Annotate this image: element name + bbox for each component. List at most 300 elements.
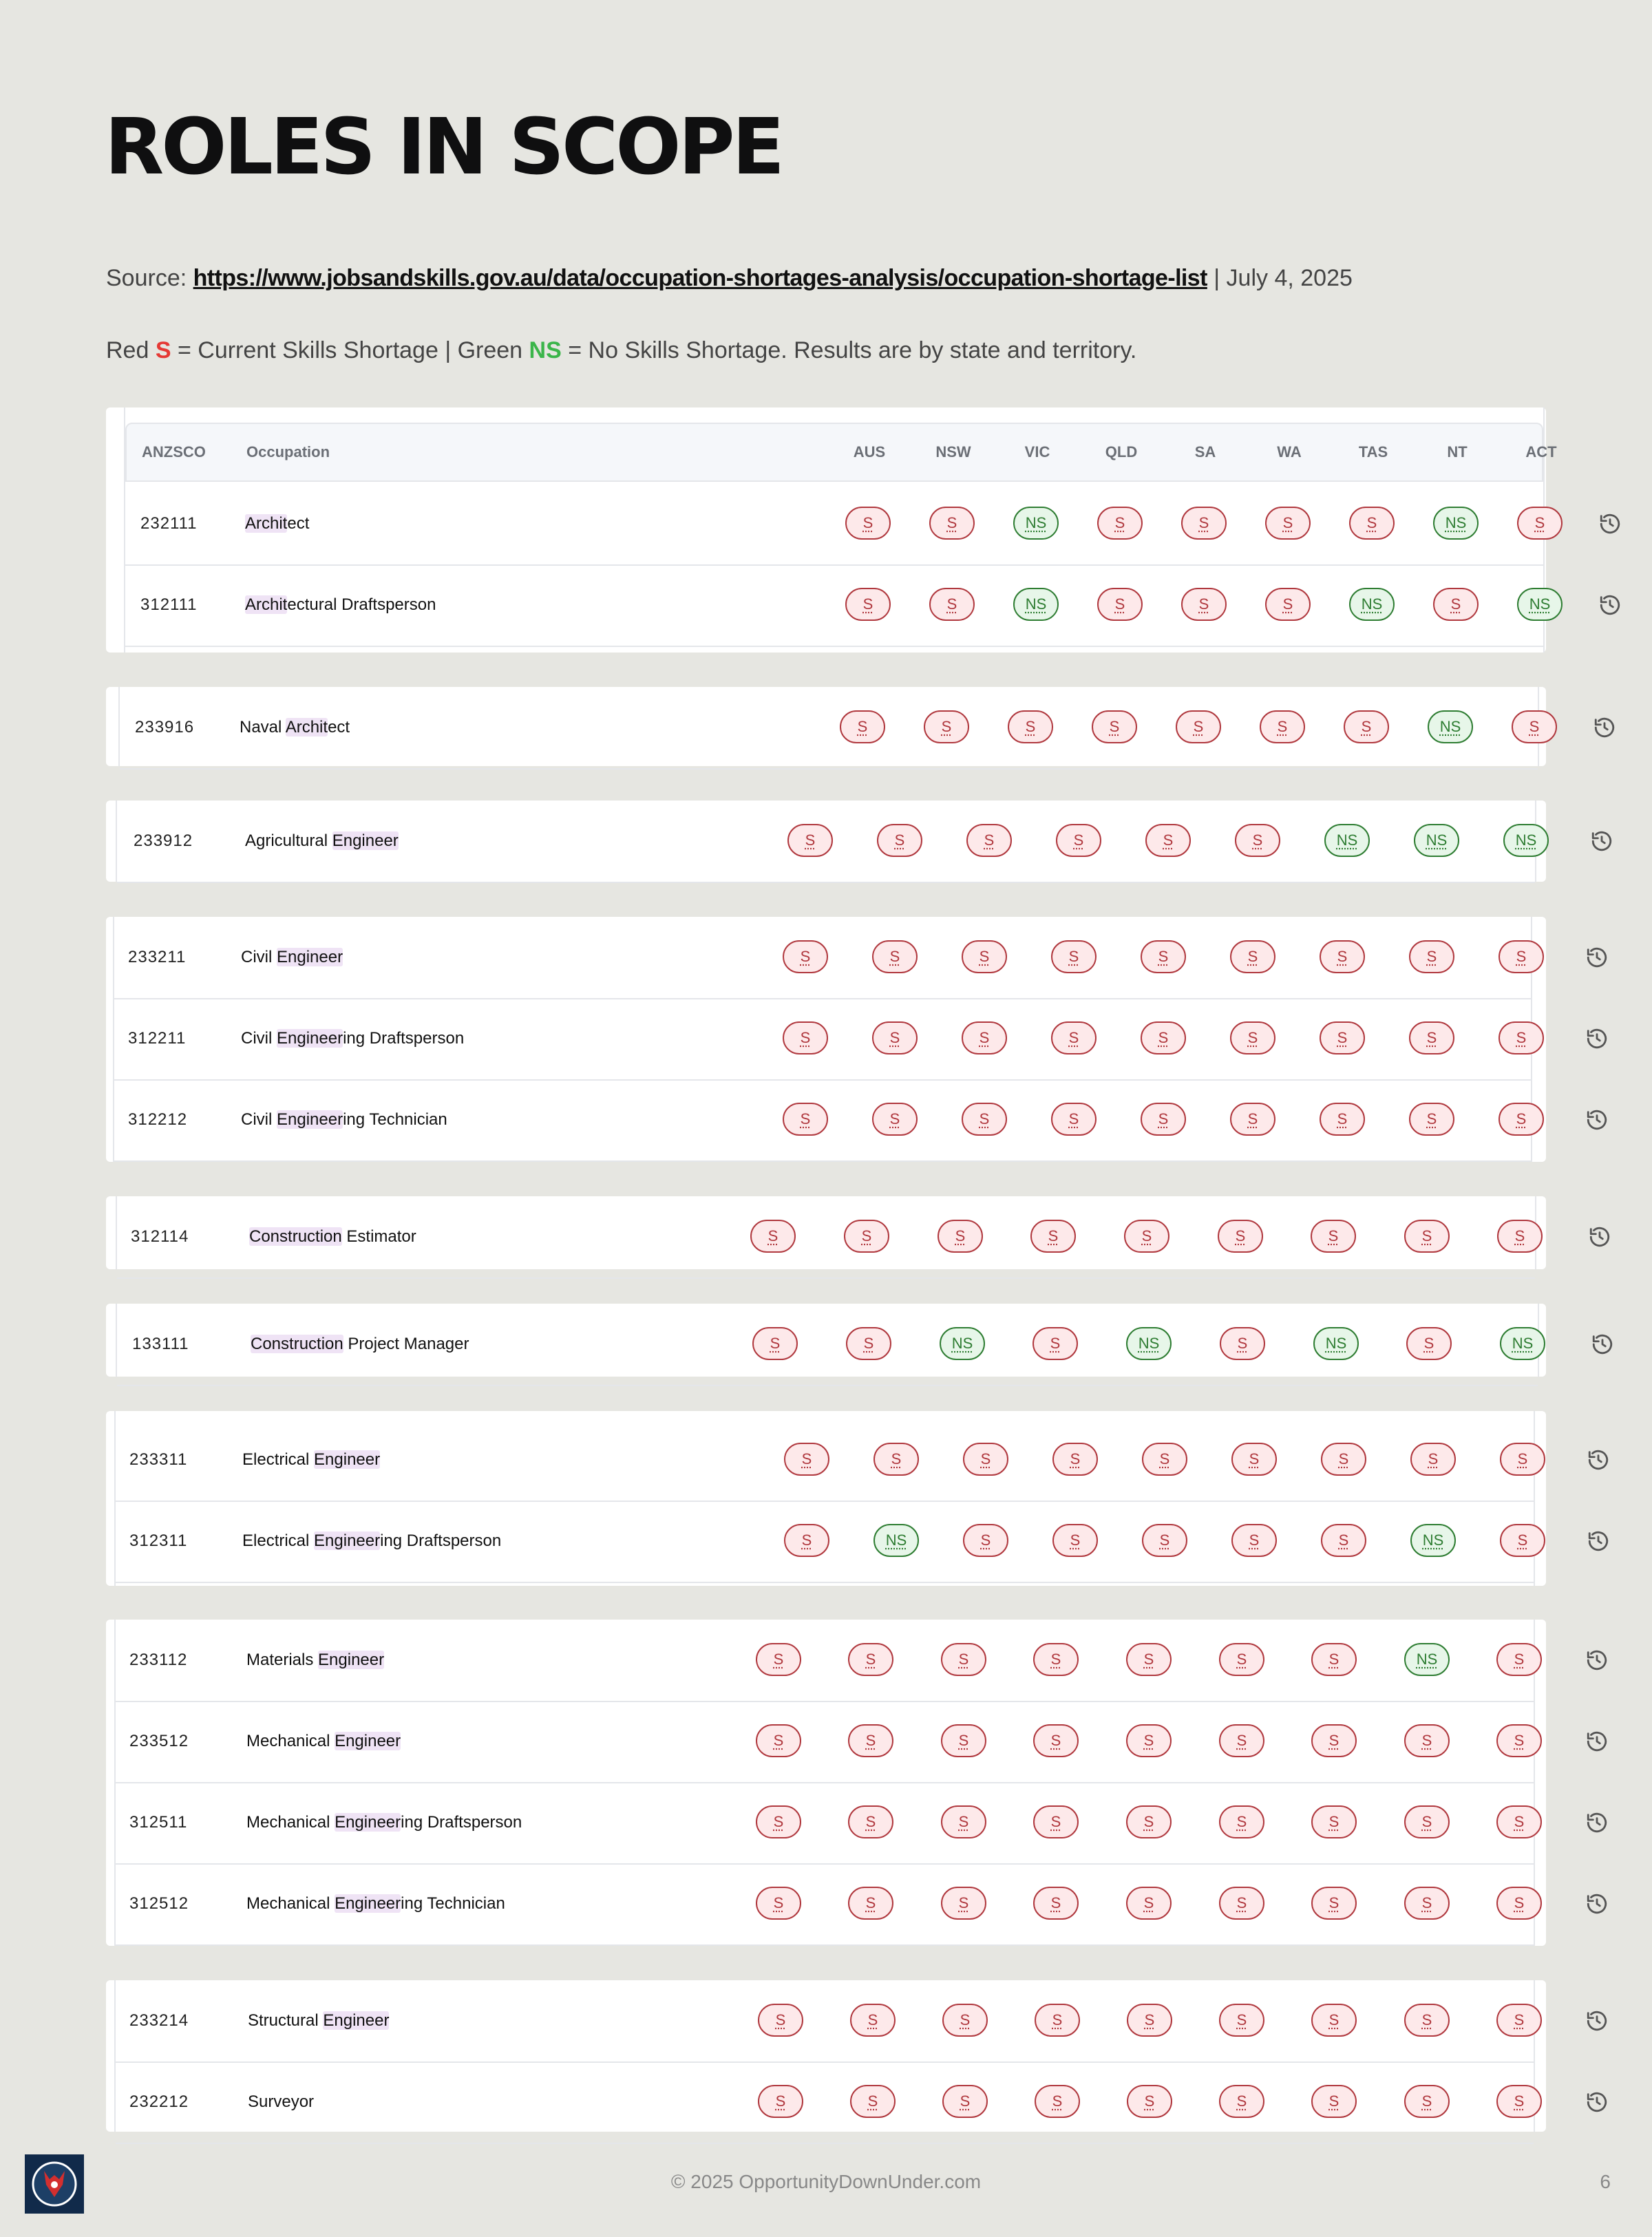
status-code: S: [1514, 2092, 1525, 2110]
status-badge-wa: [1231, 1443, 1277, 1476]
status-code: S: [801, 1531, 812, 1549]
source-date: | July 4, 2025: [1214, 265, 1353, 291]
anzsco-code: 233512: [129, 1732, 189, 1750]
status-code: S: [979, 1110, 990, 1127]
occupation-text: Electrical: [242, 1450, 315, 1469]
status-badge-act: [1500, 1524, 1545, 1557]
status-code: S: [946, 595, 957, 613]
status-code: S: [1052, 2092, 1063, 2110]
history-icon[interactable]: [1590, 829, 1613, 853]
status-code: S: [889, 1110, 900, 1127]
occupation-text: Project Manager: [343, 1335, 469, 1353]
history-icon[interactable]: [1598, 593, 1622, 617]
table-frame: [124, 407, 1557, 653]
status-badge-act: [1512, 710, 1557, 743]
table-group: [106, 1196, 1546, 1269]
status-badge-aus: [758, 2004, 803, 2037]
status-code: S: [1050, 1813, 1061, 1830]
status-code: S: [1247, 1029, 1258, 1046]
status-code: S: [773, 1732, 784, 1749]
status-badge-tas: [1320, 940, 1365, 973]
status-code: S: [979, 1029, 990, 1046]
table-frame: [114, 1980, 1535, 2132]
status-badge-nsw: [850, 2085, 896, 2118]
status-badge-tas: [1321, 1443, 1366, 1476]
status-code: S: [1163, 831, 1174, 849]
status-badge-wa: [1220, 1327, 1265, 1360]
status-code: S: [1534, 514, 1545, 531]
status-code: S: [1198, 514, 1209, 531]
status-badge-act: [1496, 2004, 1542, 2037]
footer-copyright: © 2025 OpportunityDownUnder.com: [670, 2171, 982, 2192]
status-badge-tas: [1324, 824, 1370, 857]
legend-s-text: = Current Skills Shortage | Green: [177, 337, 523, 363]
status-badge-act: [1517, 507, 1563, 540]
table-frame: [114, 1620, 1535, 1946]
status-code: S: [1070, 1531, 1081, 1549]
status-badge-aus: [784, 1443, 829, 1476]
table-row: [116, 1980, 1534, 2063]
status-badge-tas: [1349, 588, 1395, 621]
occupation-name: [242, 1419, 380, 1501]
header-anzsco: ANZSCO: [142, 443, 206, 460]
status-code: S: [1328, 1813, 1339, 1830]
status-badge-tas: [1311, 1805, 1357, 1838]
occupation-text: Mechanical: [246, 1813, 335, 1832]
status-badge-qld: [1052, 1524, 1098, 1557]
history-icon[interactable]: [1588, 1225, 1611, 1249]
table-row: [117, 1304, 1538, 1386]
status-badge-sa: [1176, 710, 1221, 743]
history-icon[interactable]: [1585, 946, 1609, 969]
search-highlight: Engineer: [335, 1894, 401, 1913]
status-code: S: [891, 1450, 902, 1467]
status-badge-sa: [1145, 824, 1191, 857]
status-badge-act: [1500, 1327, 1545, 1360]
status-badge-act: [1496, 2085, 1542, 2118]
occupation-text: ing Draftsperson: [401, 1813, 522, 1832]
status-badge-act: [1517, 588, 1563, 621]
status-badge-act: [1503, 824, 1549, 857]
status-code: S: [1450, 595, 1461, 613]
status-code: S: [1236, 1813, 1247, 1830]
status-badge-qld: [1033, 1805, 1079, 1838]
table-frame: [118, 687, 1539, 766]
status-badge-aus: [783, 1021, 828, 1054]
status-code: S: [1198, 595, 1209, 613]
header-nt: NT: [1447, 443, 1468, 460]
status-badge-vic: [962, 1103, 1007, 1136]
header-vic: VIC: [1024, 443, 1050, 460]
status-badge-wa: [1235, 824, 1280, 857]
status-code: S: [1421, 1813, 1432, 1830]
status-badge-sa: [1141, 1103, 1186, 1136]
status-badge-nsw: [924, 710, 969, 743]
table-row: [125, 564, 1551, 647]
status-badge-nt: [1404, 1805, 1450, 1838]
history-icon[interactable]: [1598, 512, 1622, 536]
history-icon[interactable]: [1591, 1333, 1614, 1356]
status-code: NS: [1445, 514, 1467, 531]
status-code: S: [865, 1732, 876, 1749]
status-code: S: [1517, 1450, 1528, 1467]
table-row: [116, 1620, 1534, 1702]
search-highlight: Engineer: [314, 1531, 381, 1550]
status-code: S: [1428, 1450, 1439, 1467]
status-badge-nt: [1404, 2004, 1450, 2037]
status-code: S: [1516, 1110, 1527, 1127]
table-group: [106, 1411, 1546, 1586]
status-code: NS: [885, 1531, 907, 1549]
source-label: Source:: [106, 265, 187, 291]
anzsco-code: 312114: [131, 1227, 189, 1246]
status-badge-tas: [1311, 2004, 1357, 2037]
status-badge-aus: [784, 1524, 829, 1557]
status-code: S: [1070, 1450, 1081, 1467]
status-badge-vic: [963, 1443, 1008, 1476]
status-badge-nsw: [848, 1805, 893, 1838]
history-icon[interactable]: [1587, 1448, 1610, 1472]
status-badge-act: [1500, 1443, 1545, 1476]
status-code: S: [1282, 514, 1293, 531]
status-badge-tas: [1311, 1643, 1357, 1676]
status-badge-tas: [1321, 1524, 1366, 1557]
status-code: S: [1050, 1651, 1061, 1668]
search-highlight: Engineer: [277, 948, 343, 966]
status-code: S: [1143, 1651, 1154, 1668]
status-code: S: [1068, 1110, 1079, 1127]
status-code: NS: [1426, 831, 1448, 849]
table-row: [116, 1701, 1534, 1783]
status-badge-tas: [1320, 1103, 1365, 1136]
status-code: S: [1514, 1894, 1525, 1911]
status-code: S: [1328, 2092, 1339, 2110]
search-highlight: Engineer: [277, 1029, 343, 1048]
status-code: S: [1514, 1732, 1525, 1749]
status-badge-aus: [750, 1220, 796, 1253]
occupation-text: Electrical: [242, 1531, 315, 1550]
status-badge-vic: [962, 1021, 1007, 1054]
occupation-text: Civil: [241, 948, 277, 966]
status-code: S: [1338, 1531, 1349, 1549]
occupation-text: Naval: [240, 718, 286, 736]
status-badge-nt: [1404, 2085, 1450, 2118]
status-code: S: [1249, 1531, 1260, 1549]
status-badge-act: [1496, 1724, 1542, 1757]
history-icon[interactable]: [1585, 1730, 1609, 1753]
search-highlight: Engineer: [335, 1813, 401, 1832]
table-group: [106, 917, 1546, 1162]
table-row: [116, 1782, 1534, 1865]
history-icon[interactable]: [1585, 1811, 1609, 1834]
status-badge-nsw: [872, 1103, 918, 1136]
status-code: S: [1421, 1732, 1432, 1749]
status-badge-vic: [966, 824, 1012, 857]
status-code: S: [1337, 948, 1348, 965]
status-code: S: [1109, 718, 1120, 735]
status-code: NS: [1361, 595, 1383, 613]
status-badge-nsw: [850, 2004, 896, 2037]
status-badge-wa: [1219, 1805, 1264, 1838]
occupation-name: [246, 1620, 384, 1701]
status-badge-act: [1496, 1643, 1542, 1676]
status-badge-aus: [845, 507, 891, 540]
status-code: NS: [1138, 1335, 1160, 1352]
anzsco-code: 312512: [129, 1894, 189, 1913]
header-occupation: Occupation: [246, 443, 330, 460]
status-badge-vic: [942, 2085, 988, 2118]
status-code: S: [805, 831, 816, 849]
status-badge-sa: [1127, 2004, 1172, 2037]
status-badge-nt: [1428, 710, 1473, 743]
status-code: S: [800, 1029, 811, 1046]
status-badge-aus: [840, 710, 885, 743]
status-badge-nsw: [929, 588, 975, 621]
status-code: S: [1237, 1335, 1248, 1352]
status-badge-sa: [1141, 940, 1186, 973]
header-wa: WA: [1277, 443, 1302, 460]
status-code: S: [979, 948, 990, 965]
status-code: S: [770, 1335, 781, 1352]
occupation-name: [246, 1782, 522, 1863]
status-code: S: [775, 2011, 786, 2028]
status-badge-wa: [1265, 507, 1311, 540]
table-group: [106, 1304, 1546, 1377]
status-code: S: [1337, 1110, 1348, 1127]
legend-ns-text: = No Skills Shortage. Results are by state and territory.: [568, 337, 1137, 363]
anzsco-code: 233214: [129, 2011, 189, 2030]
anzsco-code: 233912: [134, 831, 193, 850]
header-qld: QLD: [1105, 443, 1138, 460]
anzsco-code: 232111: [140, 514, 198, 533]
table-row: [114, 1079, 1531, 1162]
status-code: S: [1048, 1227, 1059, 1244]
status-badge-nsw: [929, 507, 975, 540]
status-badge-qld: [1097, 588, 1143, 621]
status-badge-nt: [1404, 1724, 1450, 1757]
status-code: S: [1426, 1029, 1437, 1046]
occupation-text: ing Technician: [401, 1894, 505, 1913]
anzsco-code: 233311: [129, 1450, 188, 1469]
status-badge-aus: [756, 1887, 801, 1920]
source-link[interactable]: https://www.jobsandskills.gov.au/data/occupation-shortages-analysis/occupation-shortage-list: [193, 265, 1207, 291]
status-badge-qld: [1051, 1021, 1097, 1054]
occupation-name: [240, 687, 350, 768]
status-code: S: [1361, 718, 1372, 735]
table-row: [120, 687, 1538, 770]
history-icon[interactable]: [1585, 1027, 1609, 1050]
status-badge-aus: [845, 588, 891, 621]
status-badge-nsw: [872, 940, 918, 973]
status-code: NS: [1025, 514, 1047, 531]
table-frame: [116, 1304, 1539, 1377]
occupation-name: [248, 2061, 314, 2143]
history-icon[interactable]: [1585, 1648, 1609, 1672]
occupation-text: Agricultural: [245, 831, 332, 850]
table-row: [116, 2061, 1534, 2144]
status-badge-aus: [756, 1724, 801, 1757]
status-code: S: [863, 1335, 874, 1352]
occupation-text: Estimator: [341, 1227, 416, 1246]
legend-s-code: S: [155, 337, 171, 363]
table-frame: [116, 801, 1536, 882]
history-icon[interactable]: [1585, 2009, 1609, 2033]
source-line: [106, 265, 1353, 292]
occupation-name: [251, 1304, 469, 1385]
occupation-text: Civil: [241, 1110, 277, 1129]
occupation-name: [246, 1863, 505, 1944]
table-row: [116, 1863, 1534, 1946]
status-code: S: [1073, 831, 1084, 849]
history-icon[interactable]: [1585, 1108, 1609, 1132]
history-icon[interactable]: [1585, 2090, 1609, 2114]
status-code: NS: [1336, 831, 1358, 849]
status-code: S: [1050, 1732, 1061, 1749]
search-highlight: Engineer: [314, 1450, 381, 1469]
search-highlight: Archit: [245, 514, 288, 533]
status-badge-sa: [1126, 1724, 1172, 1757]
status-code: S: [1143, 1813, 1154, 1830]
status-code: S: [1143, 1732, 1154, 1749]
status-badge-vic: [1013, 507, 1059, 540]
status-code: S: [1426, 1110, 1437, 1127]
status-badge-qld: [1035, 2004, 1080, 2037]
status-code: S: [1068, 1029, 1079, 1046]
status-badge-qld: [1051, 1103, 1097, 1136]
search-highlight: Construction: [251, 1335, 343, 1353]
occupation-text: ing Technician: [343, 1110, 447, 1129]
status-badge-nt: [1410, 1443, 1456, 1476]
status-badge-nsw: [877, 824, 922, 857]
status-badge-sa: [1126, 1887, 1172, 1920]
table-row: [125, 483, 1543, 566]
status-code: S: [1050, 1894, 1061, 1911]
occupation-name: [249, 1196, 416, 1277]
history-icon[interactable]: [1587, 1529, 1610, 1553]
status-badge-qld: [1097, 507, 1143, 540]
status-code: S: [960, 2011, 971, 2028]
status-code: S: [865, 1894, 876, 1911]
status-badge-vic: [941, 1724, 986, 1757]
status-badge-qld: [1035, 2085, 1080, 2118]
status-badge-vic: [938, 1220, 983, 1253]
status-badge-sa: [1127, 2085, 1172, 2118]
table-group: [106, 687, 1546, 766]
occupation-name: [242, 1501, 501, 1582]
status-code: S: [1236, 2011, 1247, 2028]
status-badge-aus: [756, 1643, 801, 1676]
status-badge-nsw: [848, 1643, 893, 1676]
status-code: S: [1158, 1110, 1169, 1127]
status-badge-vic: [941, 1887, 986, 1920]
status-code: S: [1328, 1894, 1339, 1911]
status-badge-nt: [1404, 1220, 1450, 1253]
legend-ns-code: NS: [529, 337, 562, 363]
anzsco-code: 133111: [132, 1335, 189, 1353]
status-badge-nt: [1404, 1643, 1450, 1676]
occupation-text: Structural: [248, 2011, 324, 2030]
status-badge-vic: [1008, 710, 1053, 743]
status-code: S: [800, 1110, 811, 1127]
status-code: S: [1366, 514, 1377, 531]
status-badge-qld: [1056, 824, 1101, 857]
status-code: S: [1516, 1029, 1527, 1046]
status-code: S: [980, 1531, 991, 1549]
status-code: S: [867, 2011, 878, 2028]
status-code: S: [861, 1227, 872, 1244]
status-badge-vic: [941, 1643, 986, 1676]
status-badge-nt: [1404, 1887, 1450, 1920]
status-badge-nt: [1406, 1327, 1452, 1360]
table-group: [106, 1980, 1546, 2132]
status-code: S: [1158, 1029, 1169, 1046]
status-badge-nsw: [873, 1443, 919, 1476]
status-badge-aus: [756, 1805, 801, 1838]
table-row: [117, 1196, 1535, 1279]
page-title: ROLES IN SCOPE: [105, 103, 783, 192]
search-highlight: Engineer: [335, 1732, 401, 1750]
status-code: S: [767, 1227, 779, 1244]
status-badge-sa: [1126, 1643, 1172, 1676]
status-badge-wa: [1231, 1524, 1277, 1557]
status-badge-act: [1499, 1103, 1544, 1136]
status-code: S: [867, 2092, 878, 2110]
status-code: NS: [1439, 718, 1461, 735]
status-code: S: [865, 1813, 876, 1830]
history-icon[interactable]: [1593, 716, 1616, 739]
status-badge-act: [1497, 1220, 1543, 1253]
occupation-name: [245, 801, 399, 882]
status-badge-nsw: [848, 1724, 893, 1757]
legend-line: [106, 337, 1136, 364]
status-badge-tas: [1344, 710, 1389, 743]
table-row: [114, 917, 1531, 999]
history-icon[interactable]: [1585, 1892, 1609, 1916]
status-code: S: [1328, 1732, 1339, 1749]
search-highlight: Archit: [245, 595, 288, 614]
status-code: S: [1421, 1894, 1432, 1911]
occupation-text: Materials: [246, 1651, 319, 1669]
header-tas: TAS: [1358, 443, 1388, 460]
status-code: S: [775, 2092, 786, 2110]
status-badge-nsw: [846, 1327, 891, 1360]
status-code: NS: [951, 1335, 973, 1352]
table-row: [116, 1501, 1534, 1583]
status-badge-sa: [1124, 1220, 1169, 1253]
status-code: S: [958, 1732, 969, 1749]
status-code: S: [1252, 831, 1263, 849]
status-code: S: [773, 1813, 784, 1830]
status-code: S: [1144, 2092, 1155, 2110]
status-badge-qld: [1030, 1220, 1076, 1253]
status-badge-wa: [1219, 2004, 1264, 2037]
status-badge-wa: [1219, 1643, 1264, 1676]
status-code: NS: [1422, 1531, 1444, 1549]
status-code: S: [773, 1894, 784, 1911]
status-badge-tas: [1311, 1220, 1356, 1253]
status-code: S: [1328, 1651, 1339, 1668]
status-code: S: [889, 1029, 900, 1046]
occupation-text: Surveyor: [248, 2092, 315, 2111]
status-code: S: [1114, 595, 1125, 613]
status-code: S: [1114, 514, 1125, 531]
status-badge-wa: [1219, 1724, 1264, 1757]
occupation-name: [245, 483, 309, 564]
status-code: S: [1338, 1450, 1349, 1467]
occupation-text: Mechanical: [246, 1894, 335, 1913]
status-code: S: [1423, 1335, 1434, 1352]
status-badge-nt: [1410, 1524, 1456, 1557]
